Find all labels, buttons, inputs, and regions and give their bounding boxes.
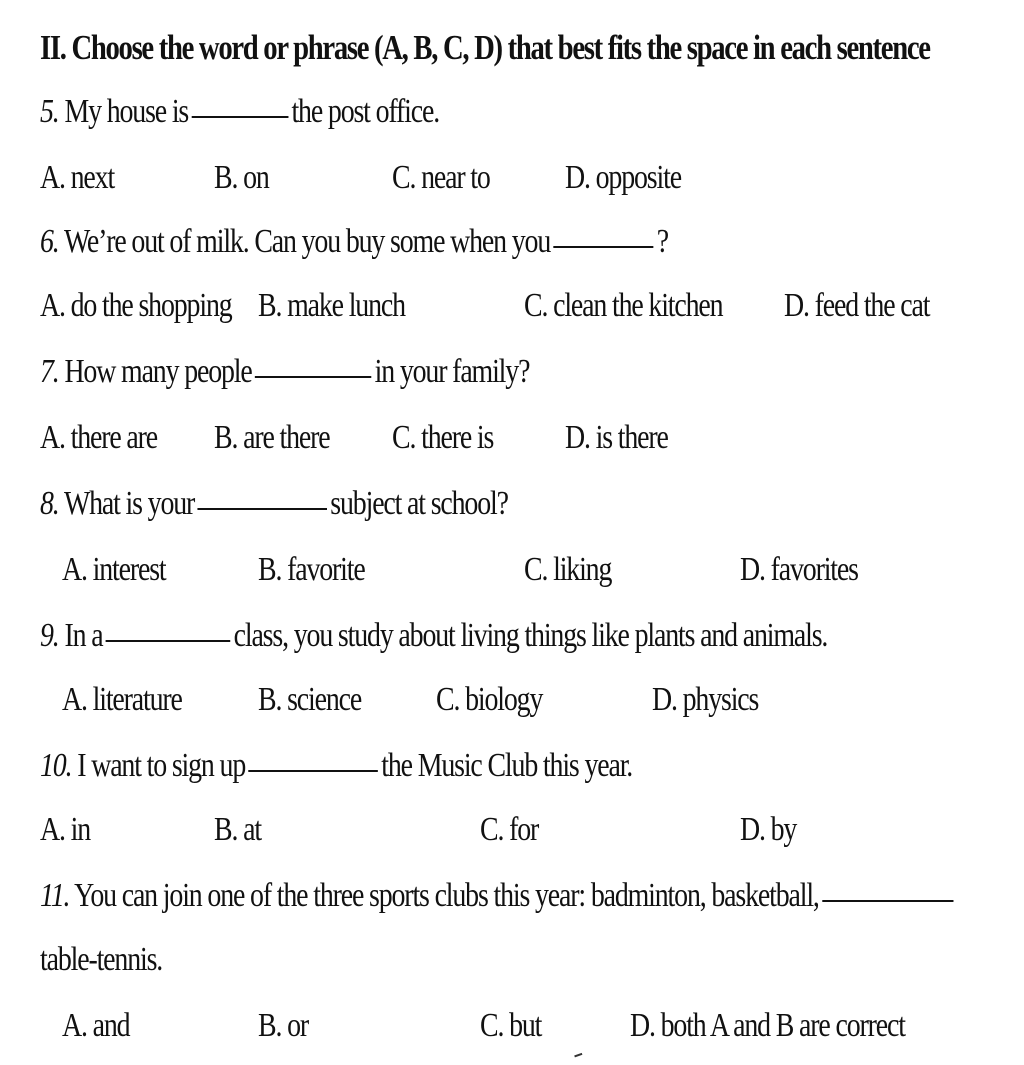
question-text-before: How many people [64,353,252,390]
question-number: 5. [40,93,59,130]
question-text-after: subject at school? [330,485,508,522]
option-d: D. by [740,811,797,848]
question-7 [40,352,529,392]
option-a: A. do the shopping [40,287,232,324]
option-a: A. there are [40,419,158,456]
question-9 [40,616,827,656]
question-text-after: class, you study about living things like plants and animals. [233,617,828,654]
option-d: D. is there [565,419,668,456]
option-d: D. physics [652,681,759,718]
option-d: D. opposite [565,159,681,196]
question-number: 7. [40,353,59,390]
question-text-after: the Music Club this year. [381,747,633,784]
question-11 [40,876,957,916]
answer-blank [248,768,378,772]
option-c: C. biology [436,681,543,718]
answer-blank [197,506,327,510]
question-number: 10. [40,747,72,784]
option-a: A. literature [62,681,182,718]
question-text-before: What is your [63,485,195,522]
question-6 [40,222,668,262]
question-8 [40,484,508,524]
option-a: A. and [62,1007,130,1044]
question-number: 11. [40,877,70,914]
answer-blank [106,638,231,642]
option-c: C. near to [392,159,490,196]
question-text-before: My house is [64,93,189,130]
question-text-after: in your family? [374,353,530,390]
option-b: B. make lunch [258,287,405,324]
option-b: B. science [258,681,362,718]
option-a: A. next [40,159,115,196]
option-b: B. or [258,1007,309,1044]
answer-blank [191,114,288,118]
question-text-after: ? [656,223,668,260]
option-b: B. favorite [258,551,365,588]
option-c: C. but [480,1007,542,1044]
option-b: B. at [214,811,261,848]
question-text-before: In a [64,617,103,654]
answer-blank [553,244,653,248]
answer-blank [822,898,953,902]
option-c: C. there is [392,419,494,456]
option-d: D. favorites [740,551,858,588]
question-5 [40,92,439,132]
option-a: A. in [40,811,91,848]
option-b: B. on [214,159,269,196]
stray-mark [574,1053,584,1061]
option-d: D. feed the cat [784,287,930,324]
question-number: 6. [40,223,59,260]
question-text-continuation: table-tennis. [40,941,163,978]
option-c: C. clean the kitchen [524,287,723,324]
question-text-before: We’re out of milk. Can you buy some when you [63,223,551,260]
question-number: 8. [40,485,59,522]
option-c: C. for [480,811,539,848]
section-heading: II. Choose the word or phrase (A, B, C, D) that best fits the space in each sentence [40,28,930,67]
question-text-before: I want to sign up [77,747,246,784]
option-c: C. liking [524,551,612,588]
answer-blank [255,374,371,378]
option-d: D. both A and B are correct [630,1007,905,1044]
question-10 [40,746,632,786]
question-text-before: You can join one of the three sports clubs this year: badminton, basketball, [74,877,819,914]
question-number: 9. [40,617,59,654]
question-text-after: the post office. [291,93,440,130]
option-b: B. are there [214,419,330,456]
question-11-continuation [40,940,162,980]
option-a: A. interest [62,551,166,588]
